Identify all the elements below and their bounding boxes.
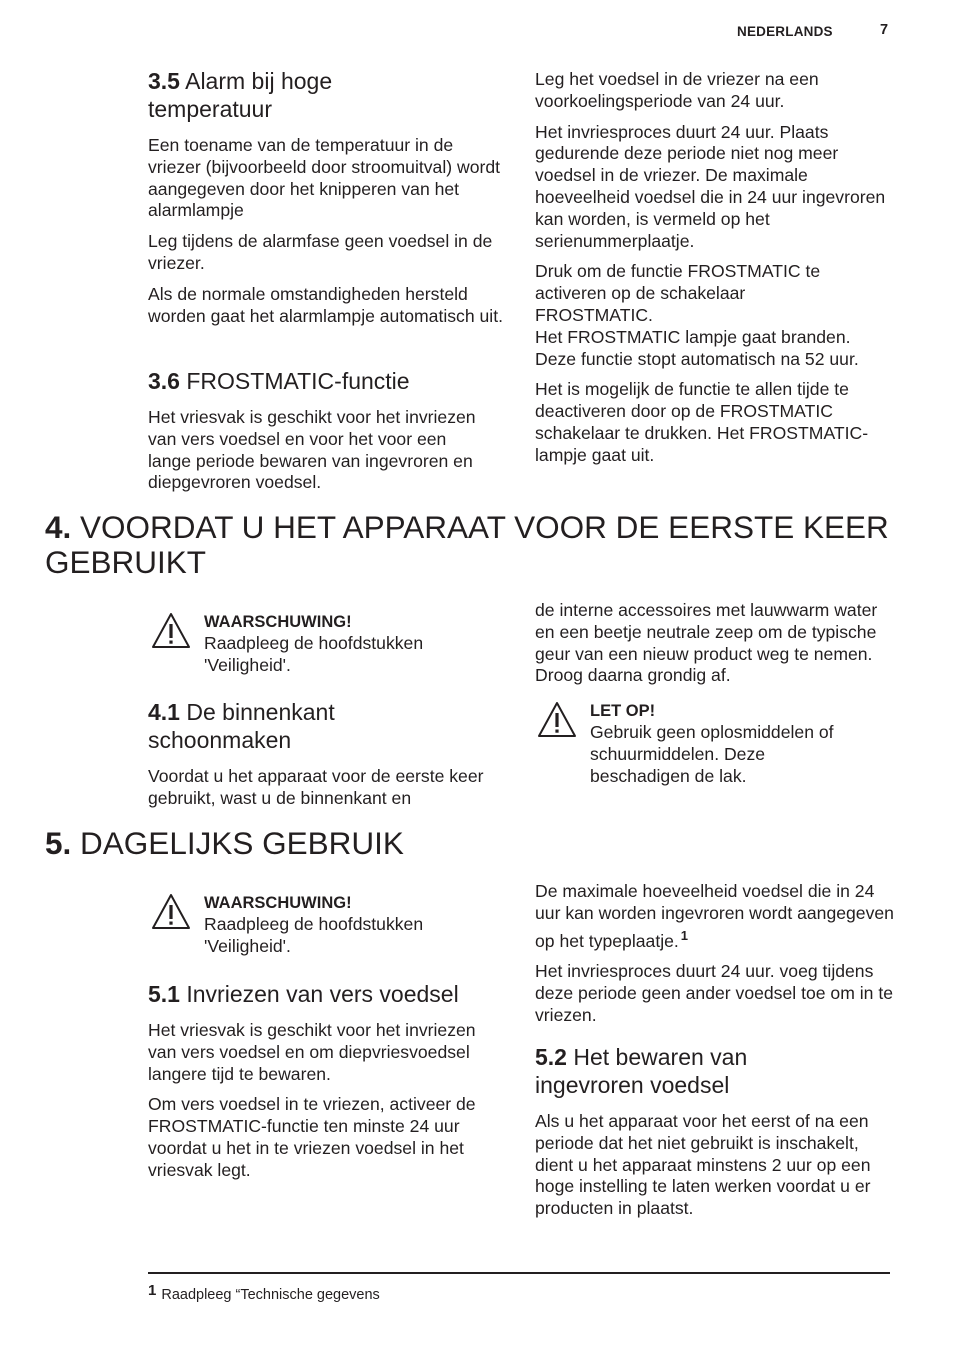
warning-triangle-icon bbox=[151, 893, 191, 931]
section-5-1-paragraph-1: Het vriesvak is geschikt voor het invriezen van vers voedsel en om diepvriesvoedsel langere tijd te bewaren. bbox=[148, 1020, 476, 1084]
caution-text: Gebruik geen oplosmiddelen of schuurmiddelen. Deze beschadigen de lak. bbox=[590, 722, 834, 786]
footnote bbox=[148, 1282, 380, 1303]
section-3-5-paragraph-2: Leg tijdens de alarmfase geen voedsel in de vriezer. bbox=[148, 231, 493, 273]
caution-triangle-icon bbox=[537, 701, 577, 739]
chapter-5-heading: 5. DAGELIJKS GEBRUIK bbox=[45, 825, 404, 861]
chapter-4-heading: 4. VOORDAT U HET APPARAAT VOOR DE EERSTE KEER GEBRUIKT bbox=[45, 509, 889, 580]
section-5-2-heading: 5.2 Het bewaren van ingevroren voedsel bbox=[535, 1044, 748, 1098]
footnote-number: 1 bbox=[148, 1282, 157, 1299]
footnote-text: Raadpleeg “Technische gegevens bbox=[161, 1287, 380, 1303]
section-5-1-paragraph-2: Om vers voedsel in te vriezen, activeer de FROSTMATIC-functie ten minste 24 uur voordat u het in te vriezen voedsel in het vriesvak legt. bbox=[148, 1094, 476, 1180]
section-3-5-paragraph-1: Een toename van de temperatuur in de vriezer (bijvoorbeeld door stroomuitval) wordt aangegeven door het knipperen van het alarmlampje bbox=[148, 135, 501, 221]
right-paragraph-3a: Druk om de functie FROSTMATIC te activeren op de schakelaar FROSTMATIC. bbox=[535, 261, 821, 325]
section-3-5-heading: 3.5 Alarm bij hoge temperatuur bbox=[148, 68, 333, 122]
section-5-2-paragraph-1: Als u het apparaat voor het eerst of na een periode dat het niet gebruikt is inschakelt, dient u het apparaat minstens 2 uur op een hoge instelling te laten werken voordat u er producten in plaatst. bbox=[535, 1111, 871, 1219]
section-3-5 bbox=[148, 67, 508, 327]
chapter-4-caution bbox=[590, 701, 860, 787]
section-5-1-continued bbox=[535, 881, 895, 1027]
warning-text: Raadpleeg de hoofdstukken 'Veiligheid'. bbox=[204, 633, 424, 675]
section-3-6-continued bbox=[535, 69, 895, 467]
section-5-1 bbox=[148, 980, 508, 1182]
right-paragraph-1: Leg het voedsel in de vriezer na een voorkoelingsperiode van 24 uur. bbox=[535, 69, 819, 111]
chapter-5-warning bbox=[204, 893, 494, 958]
section-3-6-paragraph-1: Het vriesvak is geschikt voor het invriezen van vers voedsel en voor het voor een lange periode bewaren van ingevroren en diepgevroren voedsel. bbox=[148, 407, 476, 493]
section-4-1 bbox=[148, 698, 508, 810]
section-4-1-paragraph-1: Voordat u het apparaat voor de eerste keer gebruikt, wast u de binnenkant en bbox=[148, 766, 484, 808]
right-paragraph-5-2: Het invriesproces duurt 24 uur. voeg tijdens deze periode geen ander voedsel toe om in te vriezen. bbox=[535, 961, 893, 1025]
section-4-1-continued bbox=[535, 600, 895, 687]
right-paragraph-2: Het invriesproces duurt 24 uur. Plaats gedurende deze periode niet nog meer voedsel in de vriezer. De maximale hoeveelheid voedsel die in 24 uur ingevroren kan worden, is vermeld op het serienummerplaatje. bbox=[535, 121, 886, 251]
warning-title: WAARSCHUWING! bbox=[204, 894, 352, 912]
section-3-6-heading: 3.6 FROSTMATIC-functie bbox=[148, 368, 410, 394]
caution-title: LET OP! bbox=[590, 702, 656, 720]
chapter-4-warning bbox=[204, 612, 494, 677]
warning-title: WAARSCHUWING! bbox=[204, 613, 352, 631]
warning-text: Raadpleeg de hoofdstukken 'Veiligheid'. bbox=[204, 914, 424, 956]
section-3-5-paragraph-3: Als de normale omstandigheden hersteld worden gaat het alarmlampje automatisch uit. bbox=[148, 283, 503, 326]
page-number: 7 bbox=[880, 22, 889, 38]
right-paragraph-5-1: De maximale hoeveelheid voedsel die in 24 uur kan worden ingevroren wordt aangegeven op het typeplaatje. $^1$ bbox=[535, 881, 894, 951]
section-5-1-heading: 5.1 Invriezen van vers voedsel bbox=[148, 981, 459, 1007]
section-5-2 bbox=[535, 1043, 895, 1220]
warning-triangle-icon bbox=[151, 612, 191, 650]
header-language: NEDERLANDS bbox=[737, 24, 833, 39]
right-paragraph-4: Het is mogelijk de functie te allen tijde te deactiveren door op de FROSTMATIC schakelaar te drukken. Het FROSTMATIC-lampje gaat uit. bbox=[535, 379, 869, 465]
section-4-1-heading: 4.1 De binnenkant schoonmaken bbox=[148, 699, 335, 753]
section-3-6 bbox=[148, 367, 508, 494]
footnote-divider bbox=[148, 1272, 890, 1274]
footnote-reference[interactable]: 1 bbox=[680, 927, 689, 943]
right-paragraph-4-1: de interne accessoires met lauwwarm water en een beetje neutrale zeep om de typische geur van een nieuw product weg te nemen. Droog daarna grondig af. bbox=[535, 600, 878, 686]
right-paragraph-3b: Het FROSTMATIC lampje gaat branden. Deze functie stopt automatisch na 52 uur. bbox=[535, 326, 859, 369]
